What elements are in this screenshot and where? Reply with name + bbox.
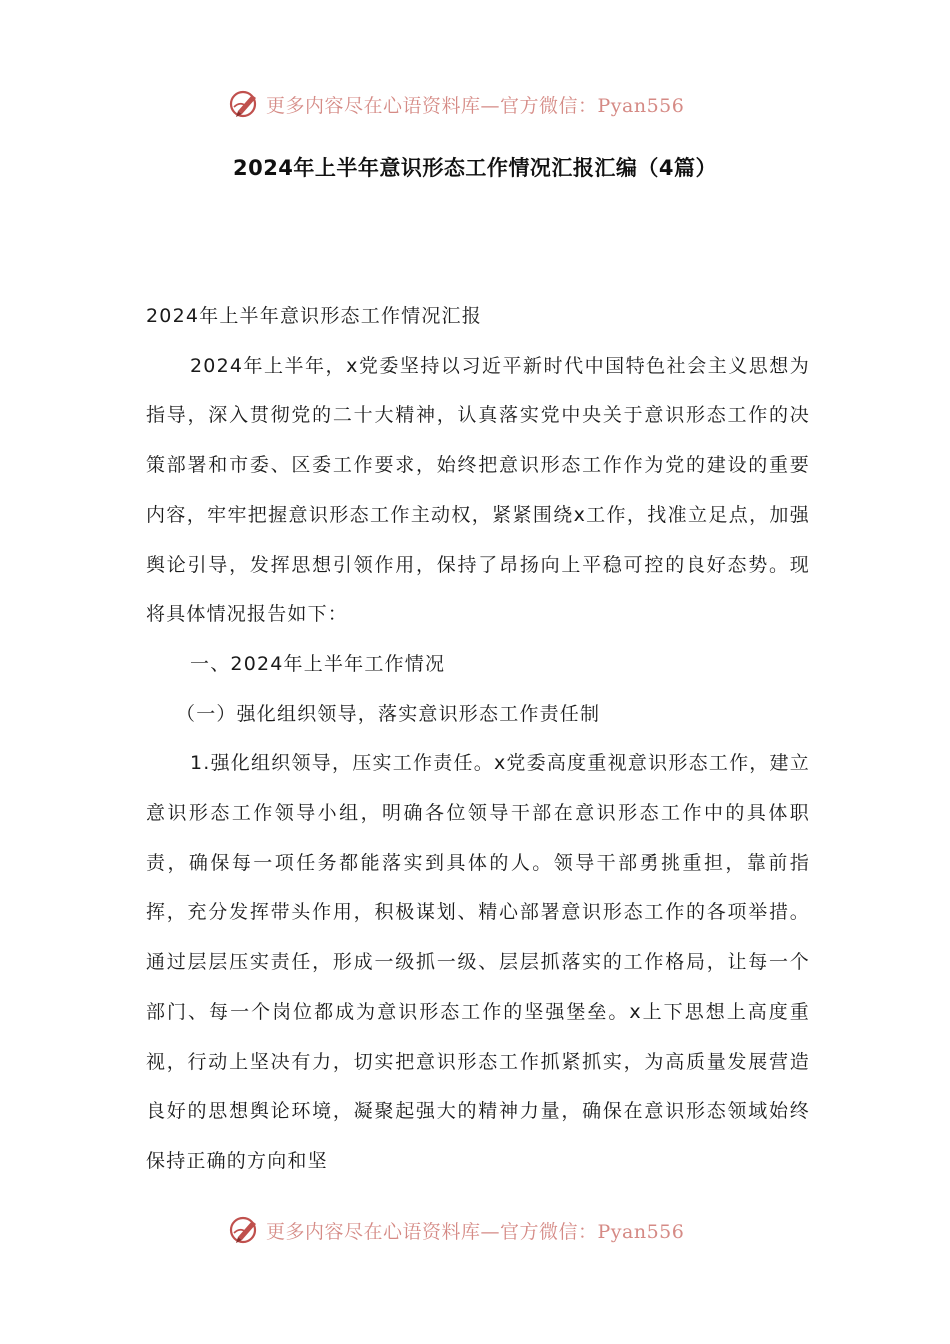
watermark-footer xyxy=(228,1210,748,1250)
heading-level-2: （一）强化组织领导，落实意识形态工作责任制 xyxy=(176,702,601,725)
paragraph-intro: 2024年上半年，x党委坚持以习近平新时代中国特色社会主义思想为指导，深入贯彻党的二十大精神，认真落实党中央关于意识形态工作的决策部署和市委、区委工作要求，始终把意识形态工作作为党的建设的重要内容，牢牢把握意识形态工作主动权，紧紧围绕x工作，找准立足点，加强舆论引导，发挥思想引领作用，保持了昂扬向上平稳可控的良好态势。现将具体情况报告如下： xyxy=(146,354,810,626)
paragraph-organization: 1.强化组织领导，压实工作责任。x党委高度重视意识形态工作，建立意识形态工作领导小组，明确各位领导干部在意识形态工作中的具体职责，确保每一项任务都能落实到具体的人。领导干部勇挑重担，靠前指挥，充分发挥带头作用，积极谋划、精心部署意识形态工作的各项举措。通过层层压实责任，形成一级抓一级、层层抓落实的工作格局，让每一个部门、每一个岗位都成为意识形态工作的坚强堡垒。x上下思想上高度重视，行动上坚决有力，切实把意识形态工作抓紧抓实，为高质量发展营造良好的思想舆论环境，凝聚起强大的精神力量，确保在意识形态领域始终保持正确的方向和坚 xyxy=(146,752,810,1172)
watermark-text: 更多内容尽在心语资料库—官方微信：Pyan556 xyxy=(266,1220,685,1243)
watermark-header xyxy=(228,84,748,124)
watermark-text: 更多内容尽在心语资料库—官方微信：Pyan556 xyxy=(266,94,685,117)
document-title: 2024年上半年意识形态工作情况汇报汇编（4篇） xyxy=(232,156,718,180)
pen-ink-logo-icon xyxy=(228,1213,262,1247)
heading-level-1: 一、2024年上半年工作情况 xyxy=(190,652,446,675)
pen-ink-logo-icon xyxy=(228,87,262,121)
document-body xyxy=(146,292,810,1187)
section-subtitle: 2024年上半年意识形态工作情况汇报 xyxy=(146,305,482,327)
